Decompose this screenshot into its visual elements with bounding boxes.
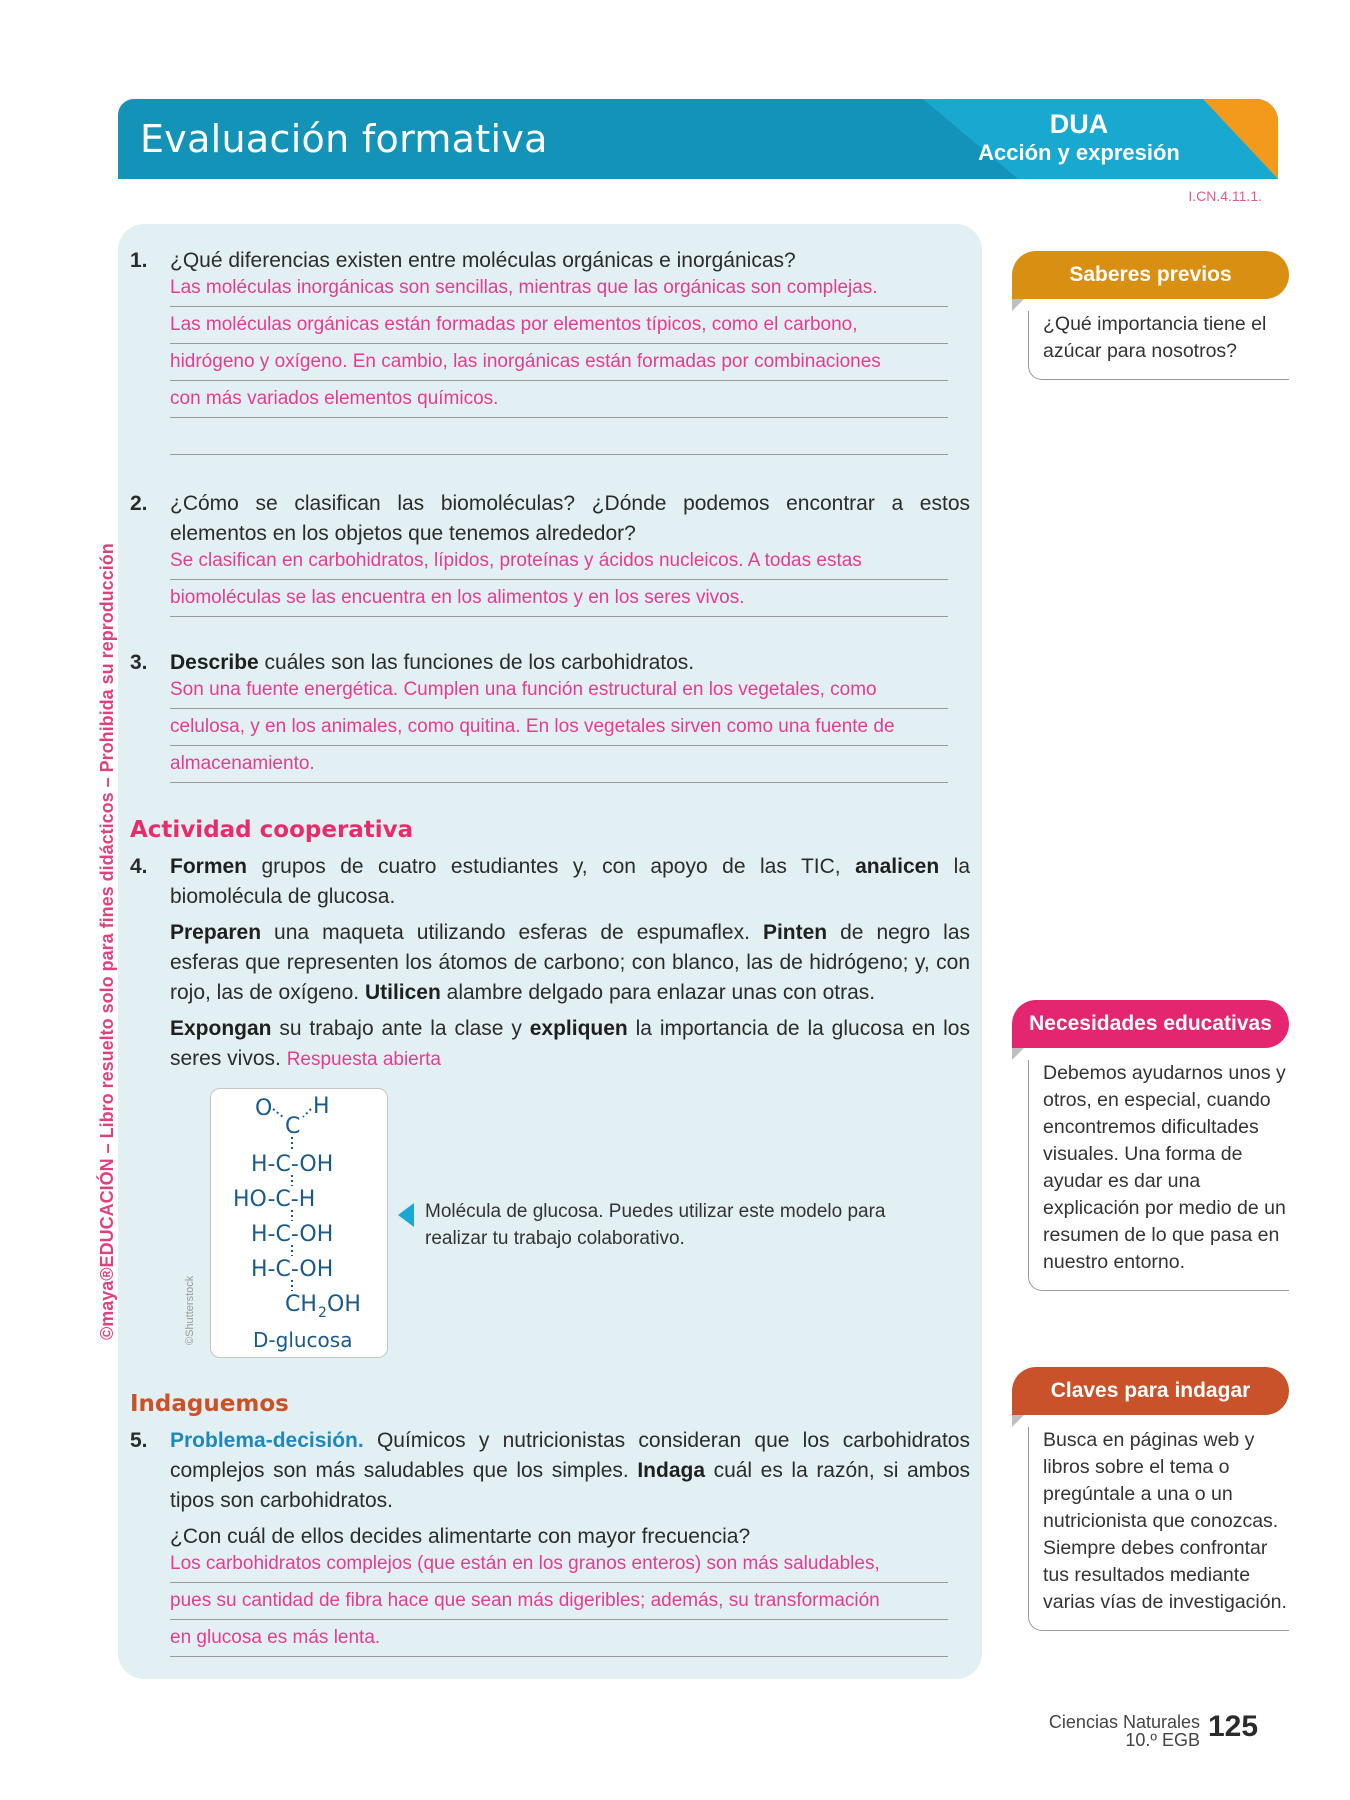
answer-text: Las moléculas inorgánicas son sencillas, mientras que las orgánicas son complejas. <box>170 277 878 298</box>
question-1 <box>130 246 970 455</box>
answer-text: almacenamiento. <box>170 753 315 774</box>
answer-line <box>170 344 948 381</box>
keyword: Preparen <box>170 921 262 944</box>
text: Químicos y nutricionistas consideran que los carbohidratos complejos son más saludables que los simples. <box>170 1429 970 1482</box>
dua-subtitle: Acción y expresión <box>978 140 1180 165</box>
section-cooperativa: Actividad cooperativa <box>130 817 414 843</box>
sidebar-body: Debemos ayudarnos unos y otros, en especial, cuando encontremos dificultades visuales. Una forma de ayudar es dar una explicación por medio de un resumen de lo que pasa en nuestro entorno. <box>1028 1060 1289 1291</box>
row-6-ch: CH <box>285 1292 317 1317</box>
question-4 <box>130 852 970 1075</box>
row-2: H-C-OH <box>251 1152 334 1177</box>
question-3 <box>130 648 970 783</box>
row-6-oh: OH <box>327 1292 361 1317</box>
answer-line <box>170 418 948 455</box>
text: su trabajo ante la clase y <box>271 1017 530 1040</box>
question-number: 5. <box>130 1429 148 1452</box>
question-text: ¿Cómo se clasifican las biomoléculas? ¿Dónde podemos encontrar a estos elementos en los objetos que tenemos alrededor? <box>170 492 970 545</box>
footer-grade: 10.º EGB <box>1125 1730 1200 1750</box>
sidebar-necesidades-educativas <box>1012 1000 1289 1291</box>
answer-text: con más variados elementos químicos. <box>170 388 499 409</box>
question-text-rest: cuáles son las funciones de los carbohidratos. <box>258 651 695 674</box>
answer-text: pues su cantidad de fibra hace que sean más digeribles; además, su transformación <box>170 1590 880 1611</box>
text: la importancia de la glucosa en los seres vivos. <box>170 1017 970 1070</box>
row-6-sub: 2 <box>318 1305 327 1321</box>
answer-line <box>170 543 948 580</box>
footer-subject-block <box>1020 1713 1200 1749</box>
dua-title: DUA <box>1049 109 1109 139</box>
paragraph-2 <box>170 918 970 1008</box>
question-number: 2. <box>130 492 148 515</box>
answer-line <box>170 1620 948 1657</box>
answer-line <box>170 709 948 746</box>
keyword: Utilicen <box>364 981 441 1004</box>
answer-line <box>170 580 948 617</box>
row-4: H-C-OH <box>251 1222 334 1247</box>
row-5: H-C-OH <box>251 1257 334 1282</box>
answer-line <box>170 381 948 418</box>
glucose-caption: Molécula de glucosa. Puedes utilizar este modelo para realizar tu trabajo colaborativo. <box>425 1201 886 1249</box>
keyword: analicen <box>855 855 940 878</box>
keyword: Expongan <box>170 1017 272 1040</box>
answer-text: biomoléculas se las encuentra en los alimentos y en los seres vivos. <box>170 587 745 608</box>
text: de negro las esferas que representen los átomos de carbono; con blanco, las de hidrógeno; y, con rojo, las de oxígeno. <box>170 921 970 1004</box>
answer-text: Respuesta abierta <box>286 1049 441 1070</box>
question-number: 3. <box>130 651 148 674</box>
atom-o: O <box>255 1096 273 1121</box>
answer-text: Los carbohidratos complejos (que están en los granos enteros) son más saludables, <box>170 1553 880 1574</box>
question-text: ¿Qué diferencias existen entre moléculas orgánicas e inorgánicas? <box>170 249 796 272</box>
atom-h: H <box>313 1094 330 1119</box>
answer-text: Son una fuente energética. Cumplen una función estructural en los vegetales, como <box>170 679 877 700</box>
problem-decision-label: Problema-decisión. <box>170 1429 364 1452</box>
sidebar-title: Necesidades educativas <box>1012 1000 1289 1048</box>
answer-line <box>170 307 948 344</box>
paragraph-1 <box>170 852 970 912</box>
page-number: 125 <box>1208 1710 1259 1743</box>
footer-subject: Ciencias Naturales <box>1048 1712 1200 1732</box>
paragraph-3 <box>170 1014 970 1075</box>
text: grupos de cuatro estudiantes y, con apoyo de las TIC, <box>247 855 856 878</box>
text: una maqueta utilizando esferas de espumaflex. <box>261 921 763 944</box>
page-title: Evaluación formativa <box>140 117 548 161</box>
sidebar-saberes-previos <box>1012 251 1289 380</box>
answer-text: Se clasifican en carbohidratos, lípidos, proteínas y ácidos nucleicos. A todas estas <box>170 550 862 571</box>
dua-label <box>964 109 1194 167</box>
answer-text: hidrógeno y oxígeno. En cambio, las inorgánicas están formadas por combinaciones <box>170 351 881 372</box>
glucose-structure <box>211 1089 389 1359</box>
answer-line <box>170 672 948 709</box>
sidebar-title: Saberes previos <box>1012 251 1289 299</box>
keyword: Indaga <box>637 1459 706 1482</box>
image-credit: ©Shutterstock <box>184 1275 196 1345</box>
question-2 <box>130 489 970 617</box>
keyword: Formen <box>170 855 248 878</box>
answer-line <box>170 270 948 307</box>
keyword: expliquen <box>529 1017 628 1040</box>
side-copyright: ©maya®EDUCACIÓN – Libro resuelto solo para fines didácticos – Prohibida su reproducción <box>97 543 117 1340</box>
question-5 <box>130 1426 970 1657</box>
text: cuál es la razón, si ambos tipos son carbohidratos. <box>170 1459 971 1512</box>
sidebar-body: Busca en páginas web y libros sobre el tema o pregúntale a una o un nutricionista que conozcas. Siempre debes confrontar tus resultados mediante varias vías de investigación. <box>1028 1427 1289 1631</box>
sidebar-claves-indagar <box>1012 1367 1289 1631</box>
answer-line <box>170 746 948 783</box>
question-number: 4. <box>130 855 148 878</box>
glucose-diagram <box>210 1088 388 1358</box>
answer-line <box>170 1583 948 1620</box>
keyword: Pinten <box>762 921 828 944</box>
text: alambre delgado para enlazar unas con otras. <box>440 981 876 1004</box>
section-indaguemos: Indaguemos <box>130 1391 289 1417</box>
header-banner <box>118 99 1278 179</box>
indicator-code: I.CN.4.11.1. <box>1188 188 1262 204</box>
keyword: Describe <box>170 651 259 674</box>
question-number: 1. <box>130 249 148 272</box>
glucose-label: D-glucosa <box>253 1328 353 1352</box>
question-text <box>170 1426 970 1516</box>
answer-text: celulosa, y en los animales, como quitina. En los vegetales sirven como una fuente de <box>170 716 895 737</box>
answer-text: en glucosa es más lenta. <box>170 1627 381 1648</box>
sidebar-body: ¿Qué importancia tiene el azúcar para nosotros? <box>1028 311 1289 380</box>
answer-text: Las moléculas orgánicas están formadas por elementos típicos, como el carbono, <box>170 314 858 335</box>
question-followup: ¿Con cuál de ellos decides alimentarte con mayor frecuencia? <box>170 1525 751 1548</box>
answer-line <box>170 1546 948 1583</box>
sidebar-title: Claves para indagar <box>1012 1367 1289 1415</box>
row-3: HO-C-H <box>233 1187 316 1212</box>
text: la biomolécula de glucosa. <box>170 855 970 908</box>
atom-c: C <box>285 1114 301 1139</box>
caption-arrow-icon <box>398 1203 414 1227</box>
